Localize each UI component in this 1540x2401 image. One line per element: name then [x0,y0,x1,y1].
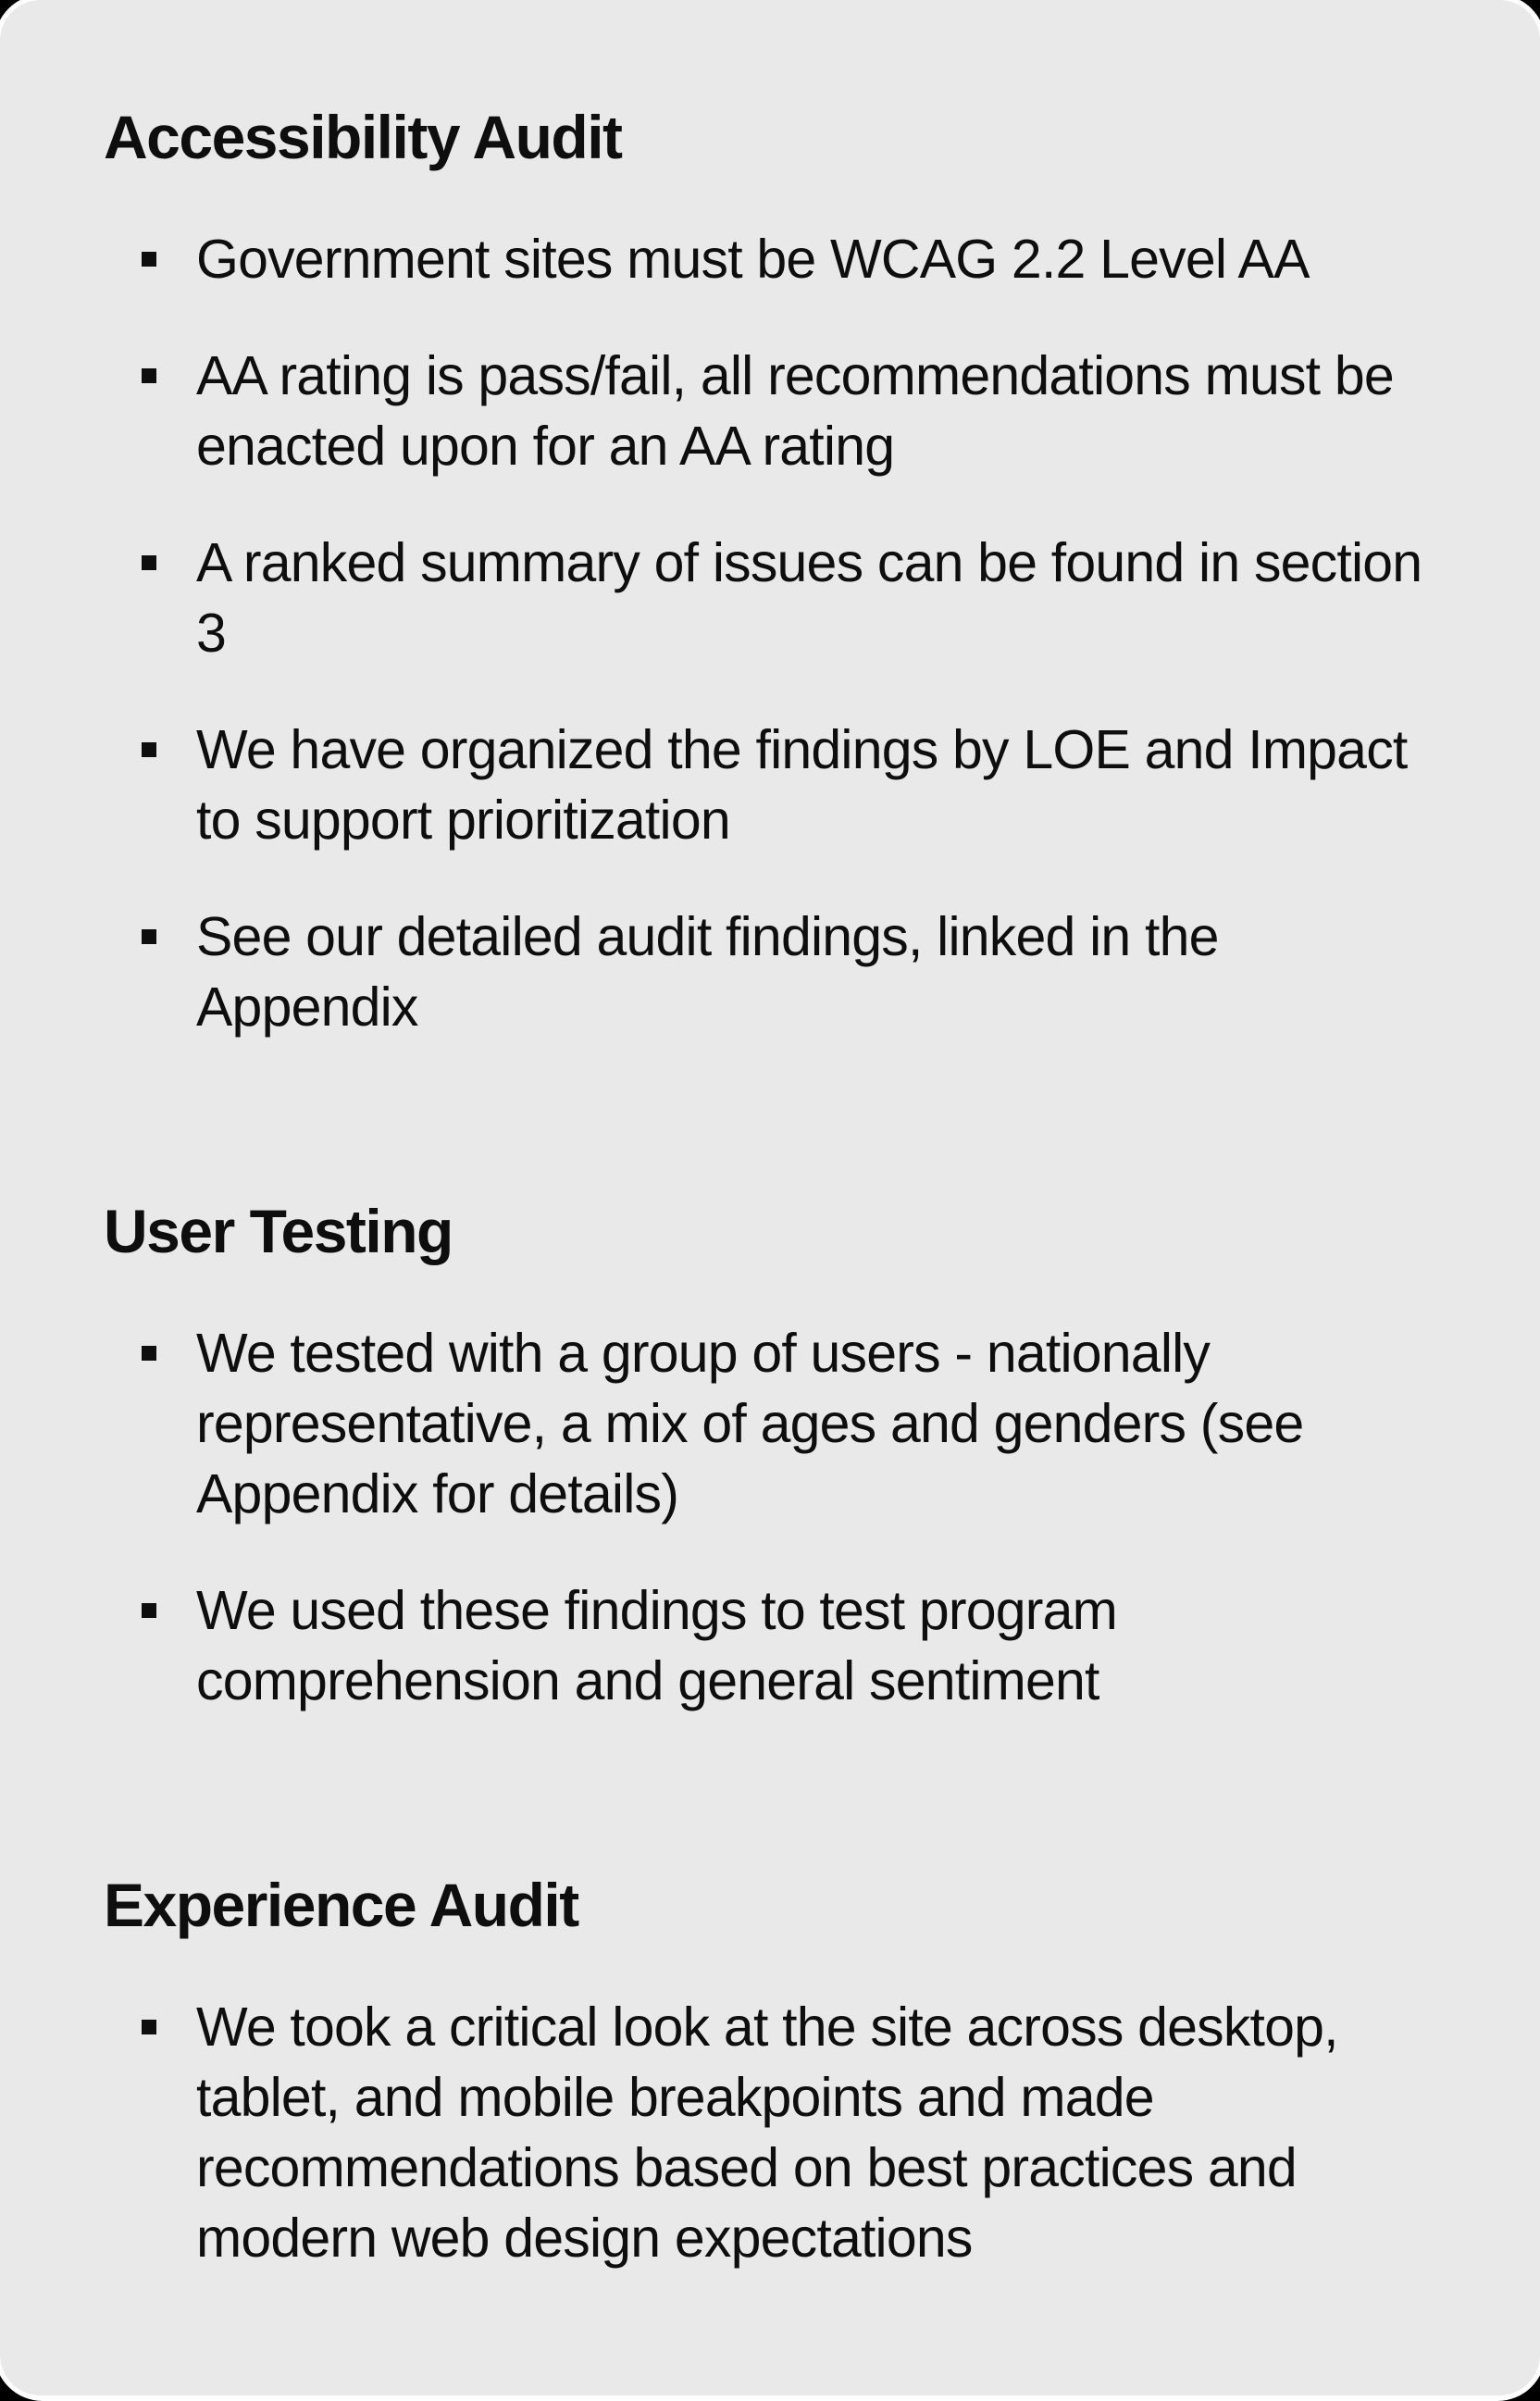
list-item-text: AA rating is pass/fail, all recommendations must be enacted upon for an AA rating [196,344,1394,477]
square-bullet-icon [142,929,156,944]
section-heading: Accessibility Audit [104,103,622,171]
square-bullet-icon [142,1346,156,1361]
section-heading: Experience Audit [104,1870,578,1939]
bullet-list [104,224,1447,1042]
list-item [104,902,1447,1042]
square-bullet-icon [142,555,156,570]
list-item-text: Government sites must be WCAG 2.2 Level AA [196,228,1310,290]
list-item [104,528,1447,668]
section-heading: User Testing [104,1196,453,1265]
list-item [104,1318,1447,1529]
list-item [104,1575,1447,1716]
list-item [104,715,1447,855]
section-experience-audit [104,1872,1447,2273]
section-user-testing [104,1198,1447,1716]
list-item-text: A ranked summary of issues can be found in section 3 [196,531,1422,664]
square-bullet-icon [142,742,156,757]
square-bullet-icon [142,368,156,383]
list-item-text: See our detailed audit findings, linked in the Appendix [196,905,1219,1038]
list-item [104,341,1447,481]
list-item-text: We have organized the findings by LOE and Impact to support prioritization [196,718,1408,851]
square-bullet-icon [142,2020,156,2034]
bullet-list [104,1992,1447,2273]
square-bullet-icon [142,1603,156,1618]
list-item-text: We tested with a group of users - nationally representative, a mix of ages and genders (see Appendix for details) [196,1322,1304,1524]
bullet-list [104,1318,1447,1716]
list-item-text: We used these findings to test program comprehension and general sentiment [196,1579,1118,1711]
section-accessibility-audit [104,104,1447,1042]
list-item [104,1992,1447,2273]
square-bullet-icon [142,252,156,267]
list-item [104,224,1447,294]
list-item-text: We took a critical look at the site across desktop, tablet, and mobile breakpoints and made recommendations based on best practices and modern web design expectations [196,1996,1338,2269]
